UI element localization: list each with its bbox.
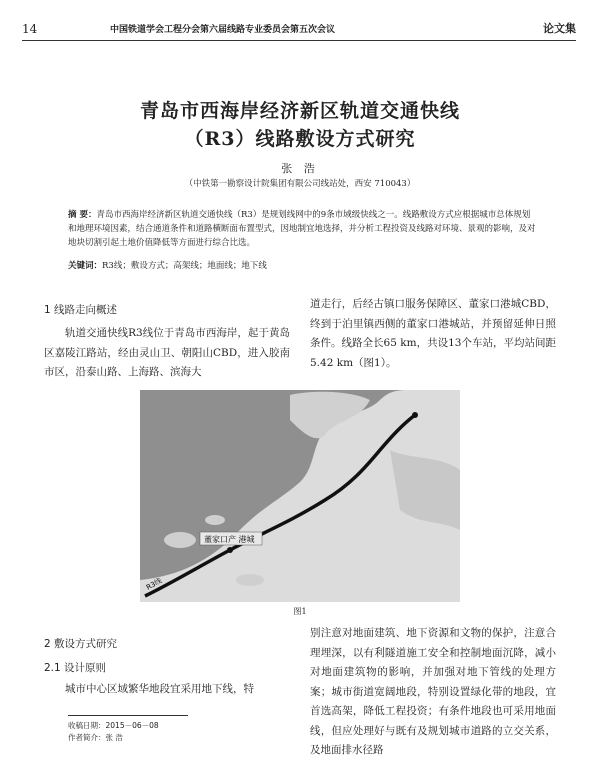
header-rule [22,40,576,41]
keywords-label: 关键词： [68,261,103,271]
abstract-text: 青岛市西海岸经济新区轨道交通快线（R3）是规划线网中的9条市域级快线之一。线路敷设方式应根据城市总体规划和地理环境因素，结合通道条件和道路横断面布置型式，因地制宜地选择，并分析工程投资及线路对环境、景观的影响，及对地块切割引起土地价值降低等方面进行综合比选。 [68,210,536,248]
keywords-text: R3线；敷设方式；高架线；地面线；地下线 [102,261,267,271]
page-header [22,10,576,40]
section-1-paragraph-cont: 道走行，后经古镇口服务保障区、董家口港城CBD，终到于泊里镇西侧的董家口港城站，并预留延伸日照条件。线路全长65 km，共设13个车站，平均站间距5.42 km（图1）。 [310,298,556,369]
affiliation: （中铁第一勘察设计院集团有限公司线站处，西安 710043） [184,179,416,189]
station-marker [412,412,418,418]
title-line-2: （R3）线路敷设方式研究 [184,128,416,150]
route-map-figure [140,390,460,602]
route-map [140,390,460,602]
figure-caption: 图1 [293,607,307,616]
title-line-1: 青岛市西海岸经济新区轨道交通快线 [139,100,460,122]
author: 张 浩 [281,162,319,175]
received-date: 收稿日期：2015－06－08 [68,721,159,730]
island [236,574,264,586]
section-2-paragraph-cont: 别注意对地面建筑、地下资源和文物的保护，注意合理埋深，以有利隧道施工安全和控制地面沉降，减小对地面建筑物的影响，并加强对地下管线的处理方案；城市街道宽阔地段，特别设置绿化带的地段，宜首选高架，降低工程投资；有条件地段也可采用地面线，但应处理好与既有及规划城市道路的立交关系，及地面排水径路 [310,627,556,756]
map-label-dongjiakou: 董家口产 港城 [204,535,255,544]
section-label: 论文集 [543,22,576,35]
section-1-heading: 1 线路走向概述 [44,304,118,316]
abstract [68,208,538,250]
station-marker [227,547,233,553]
section-2-paragraph: 城市中心区域繁华地段宜采用地下线，特 [65,683,254,695]
keywords [68,259,538,271]
section-2-1-heading: 2.1 设计原则 [44,662,107,674]
section-2-heading: 2 敷设方式研究 [44,638,118,650]
section-1-paragraph: 轨道交通快线R3线位于青岛市西海岸，起于黄岛区嘉陵江路站，经由灵山卫、朝阳山CBD，进入胶南市区，沿泰山路、上海路、滨海大 [44,327,290,378]
island [205,515,225,525]
abstract-label: 摘 要： [68,210,97,220]
journal-info: 中国铁道学会工程分会第六届线路专业委员会第五次会议 [110,25,336,35]
author-intro: 作者简介：张 浩 [68,733,123,742]
map-label-r3: R3线 [145,576,164,592]
island [164,532,196,548]
page-number: 14 [22,22,38,36]
footnote-rule [68,715,188,716]
